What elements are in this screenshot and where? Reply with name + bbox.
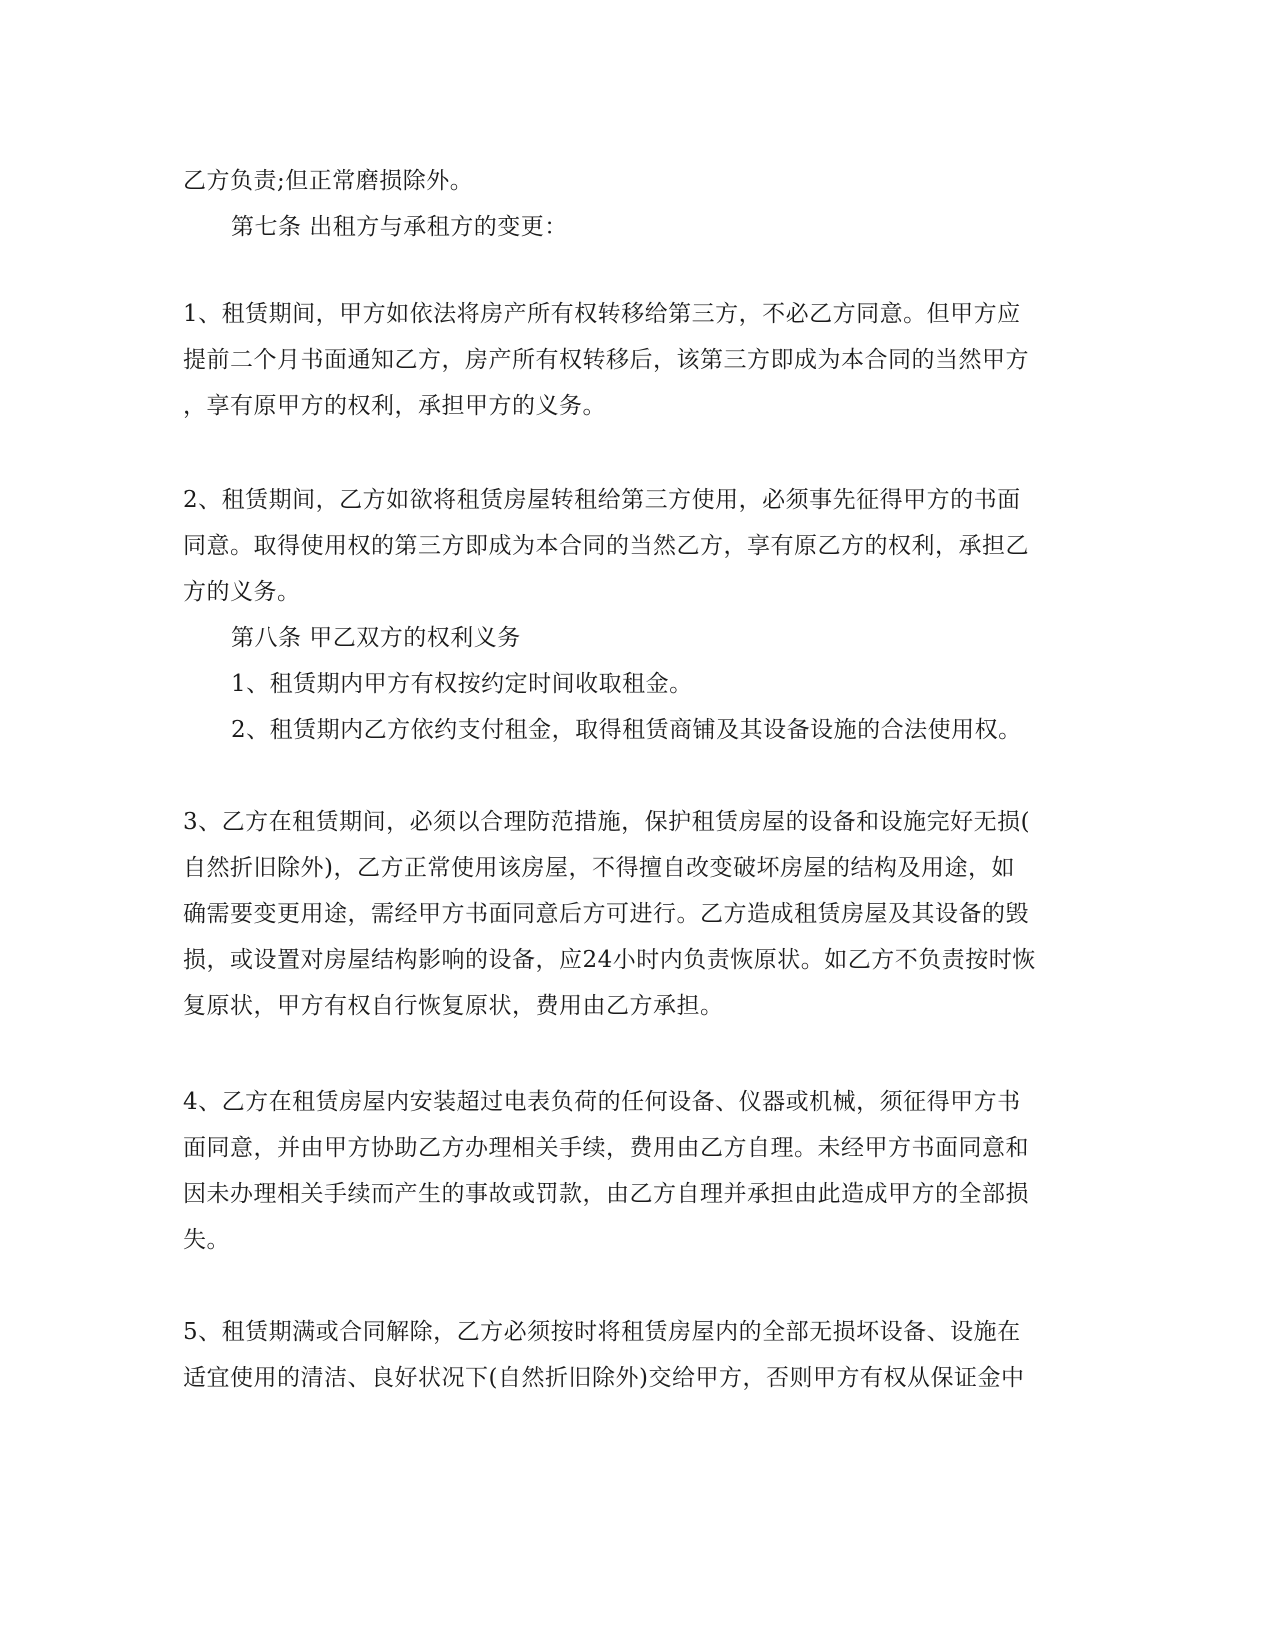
- text-line: 2、租赁期间，乙方如欲将租赁房屋转租给第三方使用，必须事先征得甲方的书面: [183, 487, 1021, 513]
- text-line: 5、租赁期满或合同解除，乙方必须按时将租赁房屋内的全部无损坏设备、设施在: [183, 1319, 1021, 1345]
- text-line: 4、乙方在租赁房屋内安装超过电表负荷的任何设备、仪器或机械，须征得甲方书: [183, 1089, 1021, 1115]
- text-line: 3、乙方在租赁期间，必须以合理防范措施，保护租赁房屋的设备和设施完好无损(: [183, 809, 1031, 835]
- text-line: 1、租赁期间，甲方如依法将房产所有权转移给第三方，不必乙方同意。但甲方应: [183, 301, 1021, 327]
- text-line: 损，或设置对房屋结构影响的设备，应24小时内负责恢原状。如乙方不负责按时恢: [183, 947, 1036, 973]
- text-line: 复原状，甲方有权自行恢复原状，费用由乙方承担。: [183, 993, 724, 1019]
- text-line: 1、租赁期内甲方有权按约定时间收取租金。: [231, 671, 693, 697]
- text-line: 确需要变更用途，需经甲方书面同意后方可进行。乙方造成租赁房屋及其设备的毁: [183, 901, 1029, 927]
- text-line: 因未办理相关手续而产生的事故或罚款，由乙方自理并承担由此造成甲方的全部损: [183, 1181, 1029, 1207]
- text-line: 自然折旧除外)，乙方正常使用该房屋，不得擅自改变破坏房屋的结构及用途，如: [183, 855, 1015, 881]
- text-line: ，享有原甲方的权利，承担甲方的义务。: [183, 393, 606, 419]
- text-line: 同意。取得使用权的第三方即成为本合同的当然乙方，享有原乙方的权利，承担乙: [183, 533, 1029, 559]
- text-line: 提前二个月书面通知乙方，房产所有权转移后，该第三方即成为本合同的当然甲方: [183, 347, 1029, 373]
- article-heading: 第八条 甲乙双方的权利义务: [231, 625, 521, 651]
- text-line: 乙方负责;但正常磨损除外。: [183, 168, 474, 194]
- text-line: 失。: [183, 1227, 230, 1253]
- text-line: 方的义务。: [183, 579, 301, 605]
- text-line: 2、租赁期内乙方依约支付租金，取得租赁商铺及其设备设施的合法使用权。: [231, 717, 1022, 743]
- text-line: 面同意，并由甲方协助乙方办理相关手续，费用由乙方自理。未经甲方书面同意和: [183, 1135, 1029, 1161]
- article-heading: 第七条 出租方与承租方的变更：: [231, 214, 568, 240]
- text-line: 适宜使用的清洁、良好状况下(自然折旧除外)交给甲方，否则甲方有权从保证金中: [183, 1365, 1025, 1391]
